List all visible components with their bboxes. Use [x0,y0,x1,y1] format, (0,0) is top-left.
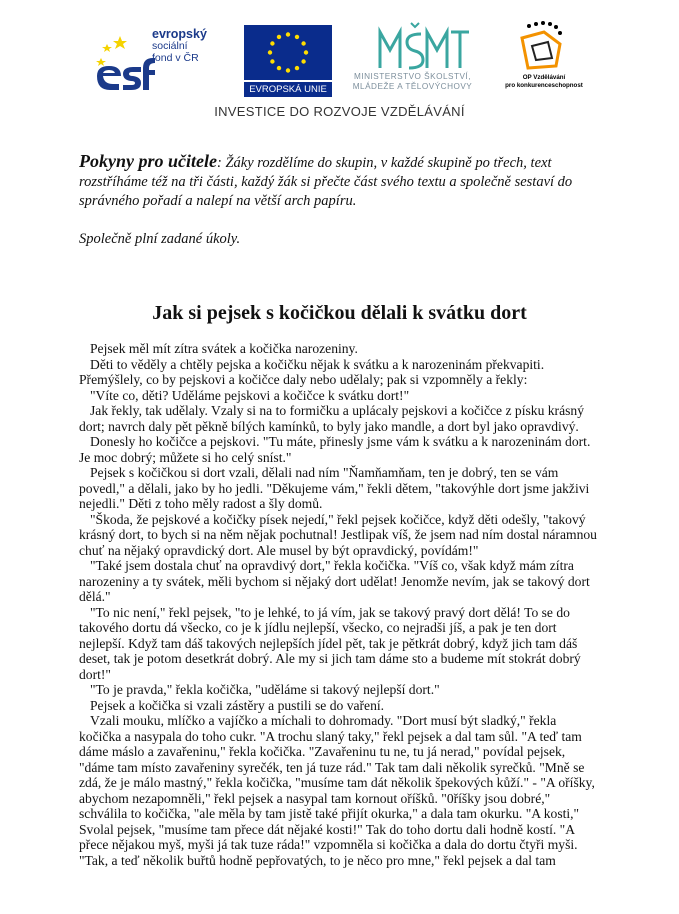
story-title: Jak si pejsek s kočičkou dělali k svátku dort [152,302,527,324]
teacher-instructions [79,152,609,249]
msmt-mark-icon [335,20,490,72]
esf-line-2: sociální [152,40,188,52]
eu-label: EVROPSKÁ UNIE [244,82,332,97]
msmt-line-1: MINISTERSTVO ŠKOLSTVÍ, [353,72,471,81]
instructions-heading: Pokyny pro učitele [79,151,217,171]
esf-line-3: fond v ČR [152,52,199,64]
instructions-paragraph [79,152,609,211]
story-paragraph: "Víte co, děti? Uděláme pejskovi a kočičce k svátku dort!" [90,387,410,403]
op-logo [494,20,594,100]
story-paragraph: "To je pravda," řekla kočička, "uděláme si takový nejlepší dort." [90,682,440,697]
investice-tagline: INVESTICE DO ROZVOJE VZDĚLÁVÁNÍ [214,104,465,119]
story-paragraph: "To nic není," řekl pejsek, "to je lehké, to já vím, jak se takový pravý dort dělá! To se do takového dortu dá všecko, co je k jídlu nejlepší, všecko, co nejradši jíš, a pak je ten dort nejlepší. Když tam dáš takových nejlepších jídel pět, tak je pětkrát dobrý, když jich tam dáš deset, tak je potom desetkrát dobrý. Ale my si jich tam dáme sto a budeme mít stokrát dobrý dort!" [79,604,581,682]
esf-mark-icon [95,28,155,98]
story-paragraph: Pejsek s kočičkou si dort vzali, dělali nad ním "Ňamňamňam, ten je dobrý, ten se vám povedl," a dělali, jako by ho jedli. "Děkujeme vám," řekli dětem, "takovýhle dort jsme jakživi nejedli." Děti z toho měly radost a šly domů. [79,465,590,511]
esf-line-1: evropský [152,27,207,41]
instructions-text: : Žáky rozdělíme do skupin, v každé skupině po třech, text rozstříháme též na tři části, každý žák si přečte část svého textu a společně sestaví do správného pořadí a nalepí na větší arch papíru. [79,155,573,209]
story-paragraph: Jak řekly, tak udělaly. Vzaly si na to formičku a upláca​ly pejskovi a kočičce z písku krásný dort; navrch daly pět pěkně bílých kamínků, to byly jako mandle, a dort byl jako opravdivý. [79,403,585,434]
msmt-text [335,72,490,92]
esf-logo [95,28,240,98]
story-paragraph: Pejsek a kočička si vzali zástěry a pustili se do vaření. [90,697,385,713]
story-paragraph: Pejsek měl mít zítra svátek a kočička narozeniny. [90,341,358,356]
esf-text [152,28,207,64]
eu-flag-icon [244,25,332,80]
eu-logo [244,25,332,97]
story-paragraph: Děti to věděly a chtěly pejska a kočičku nějak k svátku a k narozeninám překvapiti. Přemýšlely, co by pejskovi a kočičce daly nebo udělaly; pak si vzpomněly a řekly: [79,356,545,387]
op-text [494,74,594,90]
logo-bar [0,0,679,130]
story-paragraph: Vzali mouku, mlíčko a vajíčko a míchali to dohromady. "Dort musí být sladký," řekla kočička a nasypala do toho cukr. "A trochu slaný taky," řekl pejsek a dal tam sůl. "A teď tam dáme máslo a zavařeninu," řekla kočička. "Zavařeninu tu ne, tu já nerad," povídal pejsek, "dáme tam místo zavařeniny syrečék, ten já tuze rád." Tak tam dali několik syrečků. "Mně se zdá, že je málo mastný," řekla kočička, "musíme tam dát několik špekových kůží." - "A oříšky, abychom nezapomněli," řekl pejsek a nasypal tam kornout oříšků. "0říšky jsou dobré," schválila to kočička, "ale měla by tam jistě také přijít okurka," a dala tam okurku. "A kosti," Svolal pejsek, "musíme tam přece dát nějaké kosti!" Tak do toho dortu dali hodně kostí. "A přece nějakou myš, myši já tak tuze ráda!" vzpomněla si kočička a dala do dortu čtyři myši. "Tak, a teď několik buřtů hodně pepřovatých, to je něco pro mne," řekl pejsek a dal tam [79,713,595,868]
msmt-line-2: MLÁDEŽE A TĚLOVÝCHOVY [352,82,473,91]
op-mark-icon [494,20,594,74]
story-paragraph: "Škoda, že pejskové a kočičky písek nejedí," řekl pejsek kočičce, když děti odešly, "takový krásný dort, to bych si na něm nějak pochutnal! Jestlipak víš, že jsem nad ním dostal náramnou chuť na nějaký opravdický dort. Ale musel by být opravdický, povídám!" [79,511,597,558]
op-line-2: pro konkurenceschopnost [505,82,583,89]
instructions-text-2: Společně plní zadané úkoly. [79,231,241,247]
msmt-logo [335,20,490,100]
story-body [79,341,599,868]
story-paragraph: Donesly ho kočičce a pejskovi. "Tu máte, přinesly jsme vám k svátku a k narozeninám dort. Je moc dobrý; můžete si ho celý sníst." [79,434,591,465]
op-line-1: OP Vzdělávání [522,74,566,81]
story-paragraph: "Také jsem dostala chuť na opravdivý dort," řekla kočička. "Víš co, však když mám zítra narozeniny a ty svátek, měli bychom si nějaký dort udělat! Jenomže nevím, jak se takový dort dělá." [79,558,590,604]
